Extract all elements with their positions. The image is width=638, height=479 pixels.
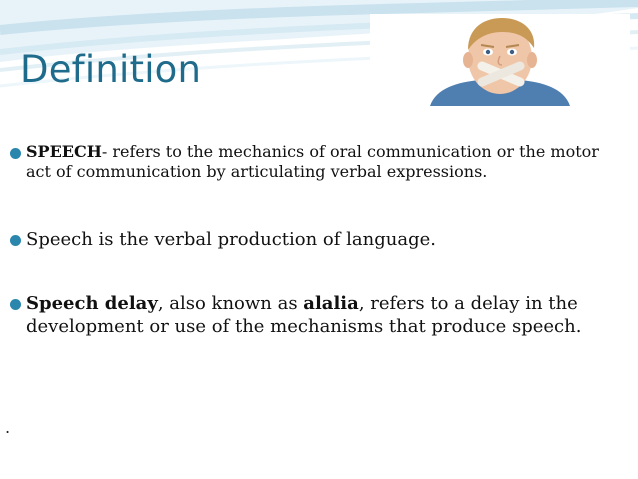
- bullet-dot-icon: [10, 148, 21, 159]
- bullet-speech-production: [10, 229, 622, 252]
- bullet-text: Speech is the verbal production of language.: [26, 229, 436, 250]
- bullet-dot-icon: [10, 235, 21, 246]
- bullet-text: [10, 142, 622, 182]
- definition-text: - refers to the mechanics of oral communication or the motor act of communication by articulating verbal expressions.: [26, 142, 599, 181]
- slide-title: Definition: [20, 48, 202, 91]
- bullet-text: [10, 293, 622, 338]
- definition-text: , refers to a delay in the development or use of the mechanisms that produce speech.: [26, 293, 582, 337]
- term-speech-delay: Speech delay: [26, 293, 158, 314]
- connector-text: , also known as: [157, 293, 304, 314]
- bullet-dot-icon: [10, 299, 21, 310]
- term-alalia: alalia: [303, 293, 359, 314]
- term-speech: SPEECH: [26, 142, 102, 161]
- bullet-speech-definition: [10, 142, 622, 182]
- bullet-speech-delay: [10, 293, 622, 338]
- stray-period: .: [5, 418, 11, 437]
